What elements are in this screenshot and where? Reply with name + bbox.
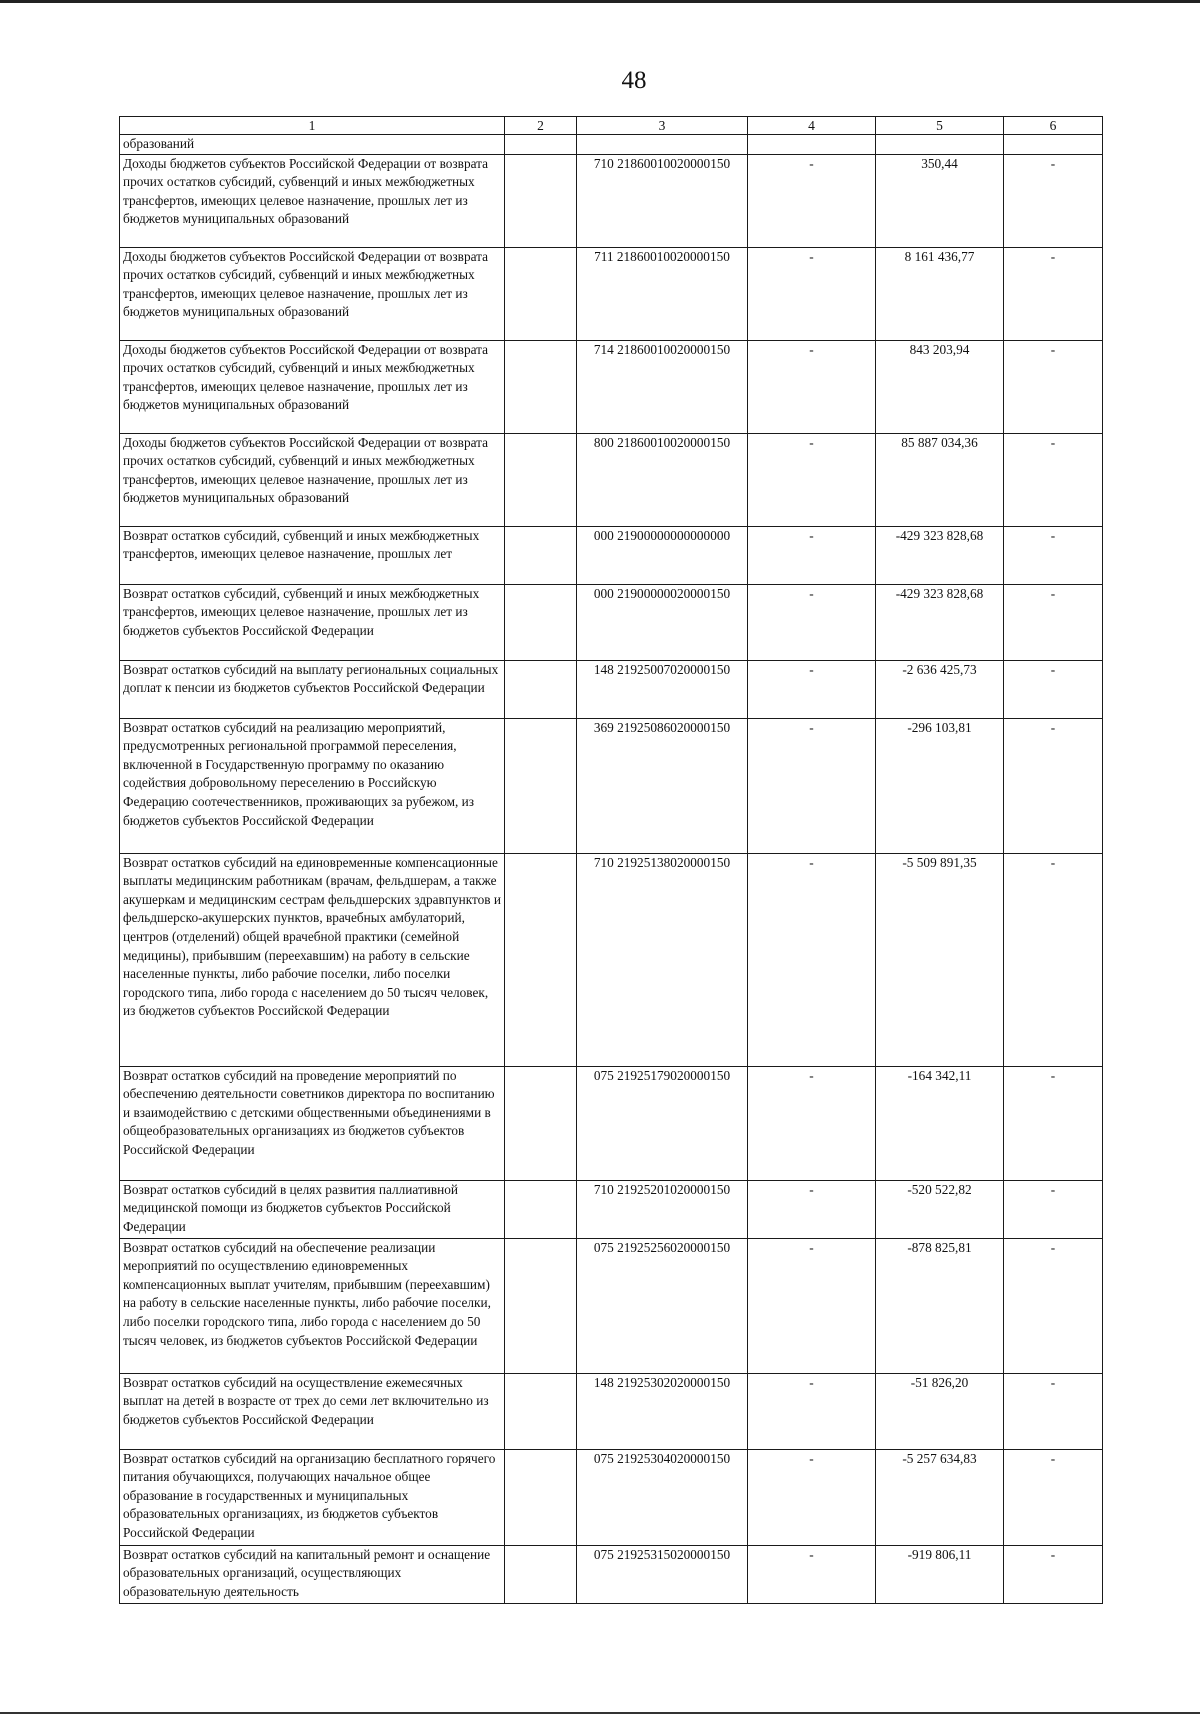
dash-cell: -	[1004, 154, 1103, 247]
dash-cell: -	[1004, 433, 1103, 526]
dash-cell: -	[1004, 853, 1103, 1066]
dash-cell: -	[748, 154, 876, 247]
page-number: 48	[621, 67, 647, 94]
amount-cell: -5 257 634,83	[876, 1449, 1004, 1545]
dash-cell: -	[748, 1449, 876, 1545]
dash-cell: -	[1004, 1373, 1103, 1449]
dash-cell: -	[748, 433, 876, 526]
dash-cell: -	[1004, 1238, 1103, 1373]
empty-cell	[505, 660, 577, 718]
amount-cell: 8 161 436,77	[876, 247, 1004, 340]
description-cell: Возврат остатков субсидий на капитальный ремонт и оснащение образовательных организаций, осуществляющих образовательную деятельность	[120, 1545, 505, 1603]
table-body	[120, 135, 1103, 1604]
budget-code-cell: 710 21925201020000150	[577, 1180, 748, 1238]
dash-cell: -	[748, 247, 876, 340]
dash-cell: -	[748, 340, 876, 433]
dash-cell: -	[748, 1238, 876, 1373]
description-cell: Возврат остатков субсидий, субвенций и иных межбюджетных трансфертов, имеющих целевое назначение, прошлых лет	[120, 526, 505, 584]
budget-code-cell: 711 21860010020000150	[577, 247, 748, 340]
dash-cell: -	[748, 660, 876, 718]
dash-cell: -	[1004, 584, 1103, 660]
table-row	[120, 718, 1103, 853]
table-row	[120, 247, 1103, 340]
budget-code-cell	[577, 135, 748, 155]
empty-cell	[505, 526, 577, 584]
amount-cell	[876, 135, 1004, 155]
dash-cell	[748, 135, 876, 155]
dash-cell: -	[748, 853, 876, 1066]
empty-cell	[505, 154, 577, 247]
description-cell: Возврат остатков субсидий на единовременные компенсационные выплаты медицинским работникам (врачам, фельдшерам, а также акушеркам и медицинским сестрам фельдшерских здравпунктов и фельдшерско-акушерских пунктов, врачебных амбулаторий, центров (отделений) общей врачебной практики (семейной медицины), прибывшим (переехавшим) на работу в сельские населенные пункты, либо рабочие поселки, либо поселки городского типа, либо города с населением до 50 тысяч человек, из бюджетов субъектов Российской Федерации	[120, 853, 505, 1066]
empty-cell	[505, 584, 577, 660]
budget-revenue-table	[119, 116, 1103, 1604]
dash-cell: -	[1004, 660, 1103, 718]
dash-cell: -	[748, 718, 876, 853]
amount-cell: -520 522,82	[876, 1180, 1004, 1238]
description-cell: Доходы бюджетов субъектов Российской Федерации от возврата прочих остатков субсидий, субвенций и иных межбюджетных трансфертов, имеющих целевое назначение, прошлых лет из бюджетов муниципальных образований	[120, 247, 505, 340]
amount-cell: -2 636 425,73	[876, 660, 1004, 718]
description-cell: Возврат остатков субсидий на выплату региональных социальных доплат к пенсии из бюджетов субъектов Российской Федерации	[120, 660, 505, 718]
empty-cell	[505, 340, 577, 433]
top-border-line	[0, 0, 1200, 3]
budget-code-cell: 148 21925302020000150	[577, 1373, 748, 1449]
table-row	[120, 154, 1103, 247]
amount-cell: -296 103,81	[876, 718, 1004, 853]
budget-code-cell: 710 21925138020000150	[577, 853, 748, 1066]
budget-code-cell: 000 21900000020000150	[577, 584, 748, 660]
dash-cell	[1004, 135, 1103, 155]
bottom-border-line	[0, 1712, 1200, 1714]
table-row	[120, 433, 1103, 526]
amount-cell: -429 323 828,68	[876, 526, 1004, 584]
dash-cell: -	[1004, 1545, 1103, 1603]
empty-cell	[505, 1238, 577, 1373]
table-row	[120, 660, 1103, 718]
column-header: 6	[1004, 117, 1103, 135]
table-row	[120, 1449, 1103, 1545]
empty-cell	[505, 1066, 577, 1180]
empty-cell	[505, 1180, 577, 1238]
empty-cell	[505, 718, 577, 853]
description-cell: Возврат остатков субсидий, субвенций и иных межбюджетных трансфертов, имеющих целевое назначение, прошлых лет из бюджетов субъектов Российской Федерации	[120, 584, 505, 660]
description-cell: Возврат остатков субсидий в целях развития паллиативной медицинской помощи из бюджетов субъектов Российской Федерации	[120, 1180, 505, 1238]
dash-cell: -	[1004, 1066, 1103, 1180]
description-cell: Возврат остатков субсидий на организацию бесплатного горячего питания обучающихся, получающих начальное общее образование в государственных и муниципальных образовательных организациях, из бюджетов субъектов Российской Федерации	[120, 1449, 505, 1545]
amount-cell: -5 509 891,35	[876, 853, 1004, 1066]
table-row	[120, 1180, 1103, 1238]
amount-cell: -429 323 828,68	[876, 584, 1004, 660]
description-cell: Возврат остатков субсидий на осуществление ежемесячных выплат на детей в возрасте от трех до семи лет включительно из бюджетов субъектов Российской Федерации	[120, 1373, 505, 1449]
empty-cell	[505, 1449, 577, 1545]
table-row	[120, 1238, 1103, 1373]
empty-cell	[505, 1545, 577, 1603]
dash-cell: -	[748, 1545, 876, 1603]
empty-cell	[505, 247, 577, 340]
dash-cell: -	[1004, 526, 1103, 584]
budget-code-cell: 148 21925007020000150	[577, 660, 748, 718]
dash-cell: -	[1004, 1449, 1103, 1545]
table-row	[120, 584, 1103, 660]
dash-cell: -	[748, 1373, 876, 1449]
description-cell: Доходы бюджетов субъектов Российской Федерации от возврата прочих остатков субсидий, субвенций и иных межбюджетных трансфертов, имеющих целевое назначение, прошлых лет из бюджетов муниципальных образований	[120, 154, 505, 247]
column-header: 3	[577, 117, 748, 135]
column-header: 1	[120, 117, 505, 135]
amount-cell: 843 203,94	[876, 340, 1004, 433]
amount-cell: 85 887 034,36	[876, 433, 1004, 526]
amount-cell: -919 806,11	[876, 1545, 1004, 1603]
empty-cell	[505, 853, 577, 1066]
budget-code-cell: 800 21860010020000150	[577, 433, 748, 526]
budget-code-cell: 075 21925315020000150	[577, 1545, 748, 1603]
budget-code-cell: 075 21925256020000150	[577, 1238, 748, 1373]
dash-cell: -	[1004, 340, 1103, 433]
empty-cell	[505, 135, 577, 155]
table-row	[120, 526, 1103, 584]
dash-cell: -	[748, 1180, 876, 1238]
amount-cell: -164 342,11	[876, 1066, 1004, 1180]
dash-cell: -	[748, 1066, 876, 1180]
empty-cell	[505, 433, 577, 526]
description-cell: Возврат остатков субсидий на реализацию мероприятий, предусмотренных региональной программой переселения, включенной в Государственную программу по оказанию содействия добровольному переселению в Российскую Федерацию соотечественников, проживающих за рубежом, из бюджетов субъектов Российской Федерации	[120, 718, 505, 853]
column-header: 5	[876, 117, 1004, 135]
table-row	[120, 135, 1103, 155]
dash-cell: -	[748, 526, 876, 584]
amount-cell: -51 826,20	[876, 1373, 1004, 1449]
table-row	[120, 853, 1103, 1066]
table-header-row	[120, 117, 1103, 135]
dash-cell: -	[748, 584, 876, 660]
description-cell: Возврат остатков субсидий на проведение мероприятий по обеспечению деятельности советников директора по воспитанию и взаимодействию с детскими общественными объединениями в общеобразовательных организациях из бюджетов субъектов Российской Федерации	[120, 1066, 505, 1180]
description-cell: образований	[120, 135, 505, 155]
amount-cell: 350,44	[876, 154, 1004, 247]
description-cell: Возврат остатков субсидий на обеспечение реализации мероприятий по осуществлению единовременных компенсационных выплат учителям, прибывшим (переехавшим) на работу в сельские населенные пункты, либо рабочие поселки, либо поселки городского типа, либо города с населением до 50 тысяч человек, из бюджетов субъектов Российской Федерации	[120, 1238, 505, 1373]
table-row	[120, 1066, 1103, 1180]
dash-cell: -	[1004, 247, 1103, 340]
description-cell: Доходы бюджетов субъектов Российской Федерации от возврата прочих остатков субсидий, субвенций и иных межбюджетных трансфертов, имеющих целевое назначение, прошлых лет из бюджетов муниципальных образований	[120, 340, 505, 433]
budget-code-cell: 075 21925304020000150	[577, 1449, 748, 1545]
column-header: 4	[748, 117, 876, 135]
budget-code-cell: 710 21860010020000150	[577, 154, 748, 247]
budget-code-cell: 369 21925086020000150	[577, 718, 748, 853]
description-cell: Доходы бюджетов субъектов Российской Федерации от возврата прочих остатков субсидий, субвенций и иных межбюджетных трансфертов, имеющих целевое назначение, прошлых лет из бюджетов муниципальных образований	[120, 433, 505, 526]
amount-cell: -878 825,81	[876, 1238, 1004, 1373]
budget-code-cell: 000 21900000000000000	[577, 526, 748, 584]
table-row	[120, 1545, 1103, 1603]
table-row	[120, 340, 1103, 433]
column-header: 2	[505, 117, 577, 135]
budget-code-cell: 714 21860010020000150	[577, 340, 748, 433]
table-row	[120, 1373, 1103, 1449]
empty-cell	[505, 1373, 577, 1449]
dash-cell: -	[1004, 718, 1103, 853]
dash-cell: -	[1004, 1180, 1103, 1238]
budget-code-cell: 075 21925179020000150	[577, 1066, 748, 1180]
